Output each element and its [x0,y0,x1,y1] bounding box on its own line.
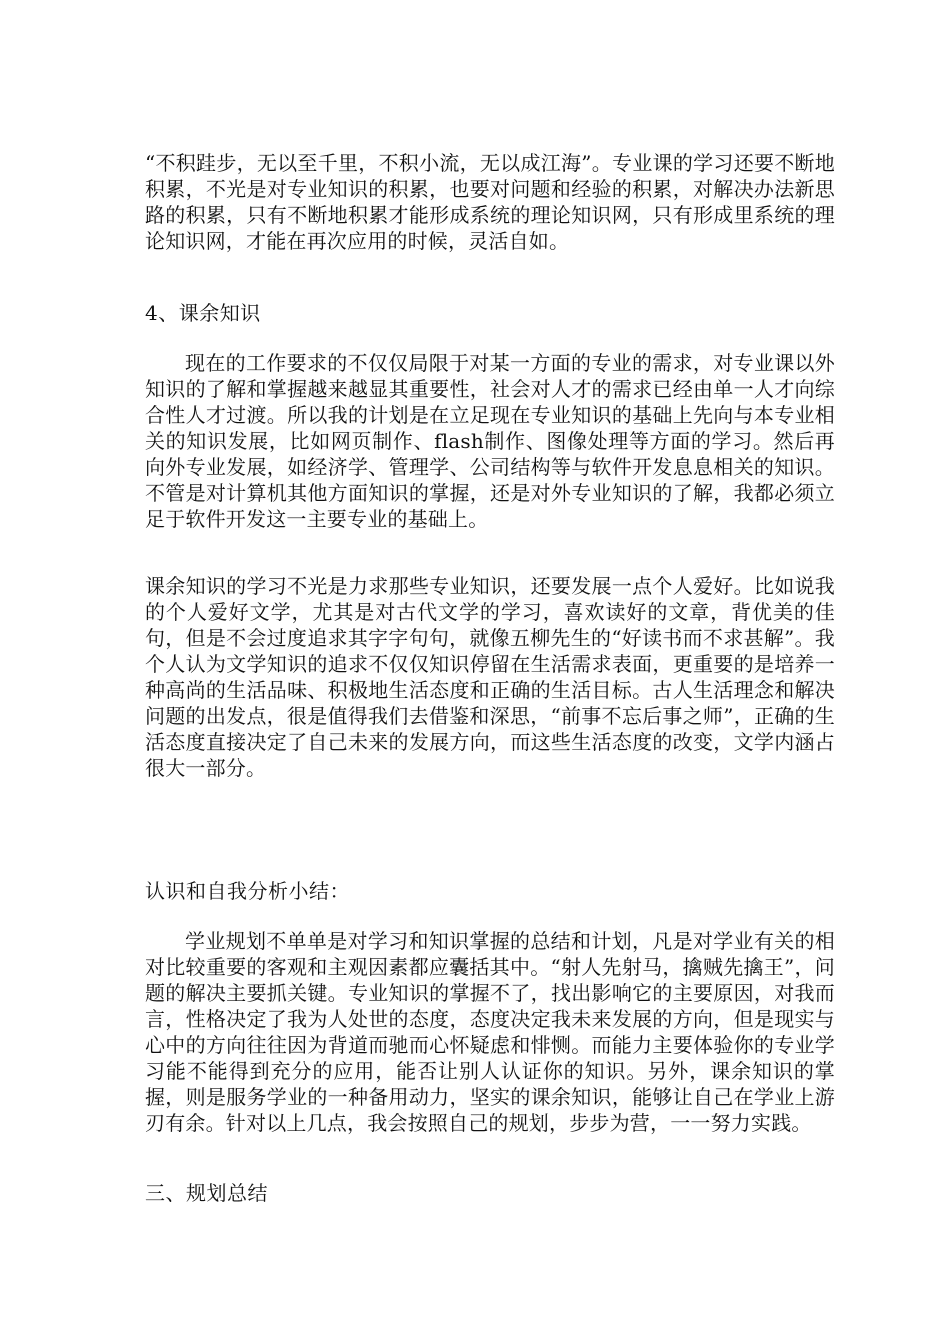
heading-extracurricular-knowledge: 4、课余知识 [145,301,261,325]
paragraph-personal-hobby: 课余知识的学习不光是力求那些专业知识，还要发展一点个人爱好。比如说我的个人爱好文学，尤其是对古代文学的学习，喜欢读好的文章，背优美的佳句，但是不会过度追求其字字句句，就像五柳先生的“好读书而不求甚解”。我个人认为文学知识的追求不仅仅知识停留在生活需求表面，更重要的是培养一种高尚的生活品味、积极地生活态度和正确的生活目标。古人生活理念和解决问题的出发点，很是值得我们去借鉴和深思，“前事不忘后事之师”，正确的生活态度直接决定了自己未来的发展方向，而这些生活态度的改变，文学内涵占很大一部分。 [145,574,835,780]
paragraph-summary: 学业规划不单单是对学习和知识掌握的总结和计划，凡是对学业有关的相对比较重要的客观和主观因素都应囊括其中。“射人先射马，擒贼先擒王”，问题的解决主要抓关键。专业知识的掌握不了，找出影响它的主要原因，对我而言，性格决定了我为人处世的态度，态度决定我未来发展的方向，但是现实与心中的方向往往因为背道而驰而心怀疑虑和悱恻。而能力主要体验你的专业学习能不能得到充分的应用，能否让别人认证你的知识。另外，课余知识的掌握，则是服务学业的一种备用动力，坚实的课余知识，能够让自己在学业上游刃有余。针对以上几点，我会按照自己的规划，步步为营，一一努力实践。 [145,929,835,1135]
paragraph-accumulation: “不积跬步，无以至千里，不积小流，无以成江海”。专业课的学习还要不断地积累，不光是对专业知识的积累，也要对问题和经验的积累，对解决办法新思路的积累，只有不断地积累才能形成系统的理论知识网，只有形成里系统的理论知识网，才能在再次应用的时候，灵活自如。 [145,151,835,253]
paragraph-extracurricular-plan: 现在的工作要求的不仅仅局限于对某一方面的专业的需求，对专业课以外知识的了解和掌握越来越显其重要性，社会对人才的需求已经由单一人才向综合性人才过渡。所以我的计划是在立足现在专业知识的基础上先向与本专业相关的知识发展，比如网页制作、flash制作、图像处理等方面的学习。然后再向外专业发展，如经济学、管理学、公司结构等与软件开发息息相关的知识。不管是对计算机其他方面知识的掌握，还是对外专业知识的了解，我都必须立足于软件开发这一主要专业的基础上。 [145,351,835,531]
heading-self-analysis-summary: 认识和自我分析小结： [145,879,350,903]
heading-plan-summary: 三、规划总结 [145,1181,268,1205]
